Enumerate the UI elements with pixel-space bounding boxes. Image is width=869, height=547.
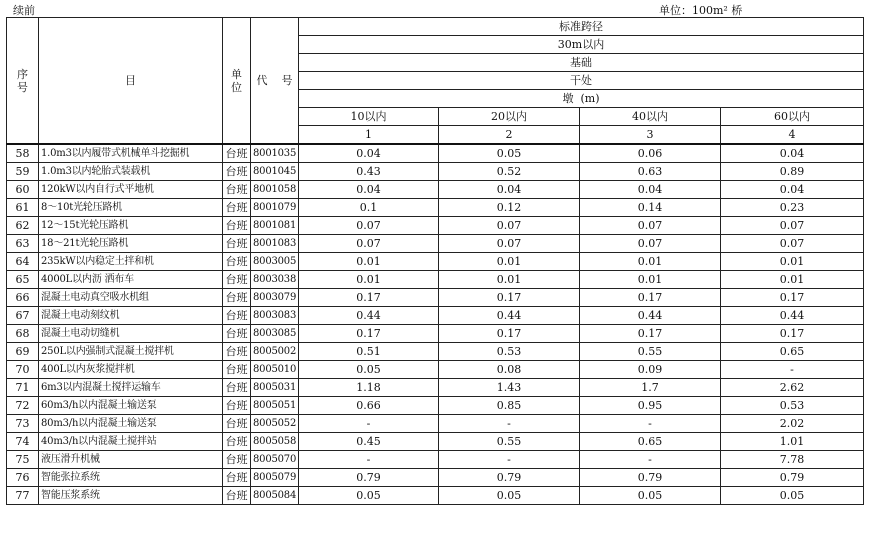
row-value-2: -	[439, 415, 580, 433]
row-value-3: 0.65	[580, 433, 721, 451]
row-name: 混凝土电动刻纹机	[39, 307, 223, 325]
row-unit: 台班	[223, 487, 251, 505]
row-value-4: 2.62	[721, 379, 864, 397]
row-value-3: 0.07	[580, 235, 721, 253]
row-value-1: -	[299, 451, 439, 469]
row-no: 70	[7, 361, 39, 379]
row-value-1: 0.04	[299, 144, 439, 163]
row-name: 235kW以内稳定土拌和机	[39, 253, 223, 271]
row-value-2: 0.08	[439, 361, 580, 379]
row-value-2: 0.44	[439, 307, 580, 325]
row-code: 8001081	[251, 217, 299, 235]
row-value-1: 0.17	[299, 289, 439, 307]
row-no: 60	[7, 181, 39, 199]
row-code: 8005079	[251, 469, 299, 487]
row-no: 73	[7, 415, 39, 433]
table-body	[7, 144, 864, 505]
row-name: 40m3/h以内混凝土搅拌站	[39, 433, 223, 451]
row-code: 8003083	[251, 307, 299, 325]
row-value-4: 0.79	[721, 469, 864, 487]
row-value-4: 0.01	[721, 253, 864, 271]
header-num-4: 4	[721, 126, 864, 145]
row-no: 65	[7, 271, 39, 289]
row-unit: 台班	[223, 325, 251, 343]
row-value-3: 0.07	[580, 217, 721, 235]
row-value-3: 0.17	[580, 325, 721, 343]
row-value-3: 0.55	[580, 343, 721, 361]
table-row	[7, 217, 864, 235]
row-code: 8005084	[251, 487, 299, 505]
row-value-3: 0.44	[580, 307, 721, 325]
row-value-1: 0.01	[299, 271, 439, 289]
header-num-2: 2	[439, 126, 580, 145]
row-unit: 台班	[223, 235, 251, 253]
row-code: 8003079	[251, 289, 299, 307]
row-unit: 台班	[223, 307, 251, 325]
row-value-1: 0.07	[299, 235, 439, 253]
row-value-2: 0.85	[439, 397, 580, 415]
row-value-4: 0.17	[721, 325, 864, 343]
row-no: 59	[7, 163, 39, 181]
row-name: 智能张拉系统	[39, 469, 223, 487]
row-name: 6m3以内混凝土搅拌运输车	[39, 379, 223, 397]
row-code: 8003038	[251, 271, 299, 289]
row-value-1: 0.1	[299, 199, 439, 217]
row-value-2: 0.17	[439, 325, 580, 343]
header-sub-2: 20以内	[439, 108, 580, 126]
row-unit: 台班	[223, 415, 251, 433]
row-name: 液压滑升机械	[39, 451, 223, 469]
header-seq: 序 号	[7, 18, 39, 145]
row-value-4: 7.78	[721, 451, 864, 469]
row-value-3: 0.09	[580, 361, 721, 379]
row-value-4: 0.05	[721, 487, 864, 505]
row-name: 1.0m3以内轮胎式装载机	[39, 163, 223, 181]
quota-table	[6, 17, 864, 505]
row-no: 68	[7, 325, 39, 343]
row-value-4: 0.65	[721, 343, 864, 361]
row-no: 77	[7, 487, 39, 505]
table-row	[7, 361, 864, 379]
row-code: 8001058	[251, 181, 299, 199]
unit-label: 单位：100m² 桥	[659, 4, 743, 17]
table-row	[7, 433, 864, 451]
header-span: 标准跨径	[299, 18, 864, 36]
row-value-4: 0.44	[721, 307, 864, 325]
row-unit: 台班	[223, 289, 251, 307]
row-unit: 台班	[223, 181, 251, 199]
header-num-3: 3	[580, 126, 721, 145]
row-unit: 台班	[223, 163, 251, 181]
row-unit: 台班	[223, 469, 251, 487]
row-unit: 台班	[223, 144, 251, 163]
row-value-1: 0.66	[299, 397, 439, 415]
row-code: 8005002	[251, 343, 299, 361]
row-value-4: 2.02	[721, 415, 864, 433]
table-row	[7, 199, 864, 217]
table-row	[7, 469, 864, 487]
row-value-2: 0.04	[439, 181, 580, 199]
row-value-4: 0.07	[721, 235, 864, 253]
row-no: 61	[7, 199, 39, 217]
row-value-2: 0.12	[439, 199, 580, 217]
row-value-2: 0.55	[439, 433, 580, 451]
row-unit: 台班	[223, 343, 251, 361]
row-value-4: 0.53	[721, 397, 864, 415]
row-value-2: 0.07	[439, 217, 580, 235]
row-value-1: 0.51	[299, 343, 439, 361]
row-unit: 台班	[223, 253, 251, 271]
row-unit: 台班	[223, 451, 251, 469]
row-value-1: 1.18	[299, 379, 439, 397]
row-value-3: 0.01	[580, 271, 721, 289]
row-value-3: -	[580, 451, 721, 469]
row-no: 58	[7, 144, 39, 163]
row-code: 8005070	[251, 451, 299, 469]
row-code: 8005058	[251, 433, 299, 451]
row-no: 75	[7, 451, 39, 469]
row-value-3: 0.14	[580, 199, 721, 217]
row-value-3: 0.01	[580, 253, 721, 271]
row-value-3: 0.04	[580, 181, 721, 199]
row-unit: 台班	[223, 217, 251, 235]
header-unit: 单 位	[223, 18, 251, 145]
row-name: 80m3/h以内混凝土输送泵	[39, 415, 223, 433]
row-value-1: 0.45	[299, 433, 439, 451]
row-no: 71	[7, 379, 39, 397]
table-row	[7, 144, 864, 163]
table-header	[7, 18, 864, 145]
row-code: 8005010	[251, 361, 299, 379]
row-name: 8～10t光轮压路机	[39, 199, 223, 217]
row-value-4: 1.01	[721, 433, 864, 451]
row-code: 8005052	[251, 415, 299, 433]
row-value-1: 0.44	[299, 307, 439, 325]
row-name: 1.0m3以内履带式机械单斗挖掘机	[39, 144, 223, 163]
table-row	[7, 379, 864, 397]
table-row	[7, 307, 864, 325]
table-row	[7, 181, 864, 199]
row-value-1: -	[299, 415, 439, 433]
table-row	[7, 253, 864, 271]
table-row	[7, 415, 864, 433]
table-row	[7, 487, 864, 505]
row-name: 400L以内灰浆搅拌机	[39, 361, 223, 379]
row-code: 8005051	[251, 397, 299, 415]
row-value-3: 0.06	[580, 144, 721, 163]
page-header	[0, 0, 869, 17]
header-sub-3: 40以内	[580, 108, 721, 126]
table-row	[7, 397, 864, 415]
row-no: 76	[7, 469, 39, 487]
row-value-2: 0.01	[439, 253, 580, 271]
row-code: 8001083	[251, 235, 299, 253]
table-row	[7, 271, 864, 289]
row-value-2: 0.53	[439, 343, 580, 361]
row-no: 69	[7, 343, 39, 361]
row-no: 63	[7, 235, 39, 253]
table-row	[7, 451, 864, 469]
row-unit: 台班	[223, 433, 251, 451]
row-code: 8003085	[251, 325, 299, 343]
row-value-3: 0.95	[580, 397, 721, 415]
row-value-1: 0.01	[299, 253, 439, 271]
row-no: 67	[7, 307, 39, 325]
row-name: 混凝土电动切缝机	[39, 325, 223, 343]
row-no: 66	[7, 289, 39, 307]
row-value-1: 0.07	[299, 217, 439, 235]
row-value-2: -	[439, 451, 580, 469]
row-value-2: 0.52	[439, 163, 580, 181]
row-name: 混凝土电动真空吸水机组	[39, 289, 223, 307]
header-sub-1: 10以内	[299, 108, 439, 126]
row-value-4: 0.23	[721, 199, 864, 217]
row-value-2: 0.05	[439, 487, 580, 505]
row-value-2: 0.79	[439, 469, 580, 487]
table-row	[7, 343, 864, 361]
row-value-1: 0.17	[299, 325, 439, 343]
row-value-4: 0.07	[721, 217, 864, 235]
row-value-2: 0.07	[439, 235, 580, 253]
row-value-4: 0.17	[721, 289, 864, 307]
row-code: 8003005	[251, 253, 299, 271]
header-foundation: 基础	[299, 54, 864, 72]
row-value-4: 0.89	[721, 163, 864, 181]
row-value-3: 0.17	[580, 289, 721, 307]
row-code: 8001079	[251, 199, 299, 217]
header-pier: 墩 (m)	[299, 90, 864, 108]
row-name: 智能压浆系统	[39, 487, 223, 505]
row-value-2: 0.05	[439, 144, 580, 163]
row-name: 4000L以内沥 洒布车	[39, 271, 223, 289]
row-value-1: 0.05	[299, 361, 439, 379]
table-row	[7, 289, 864, 307]
row-no: 64	[7, 253, 39, 271]
row-unit: 台班	[223, 271, 251, 289]
row-value-3: 0.05	[580, 487, 721, 505]
header-dry: 干处	[299, 72, 864, 90]
row-value-2: 0.01	[439, 271, 580, 289]
row-value-2: 1.43	[439, 379, 580, 397]
row-unit: 台班	[223, 199, 251, 217]
row-value-3: 0.63	[580, 163, 721, 181]
row-value-1: 0.79	[299, 469, 439, 487]
header-sub-4: 60以内	[721, 108, 864, 126]
row-value-1: 0.05	[299, 487, 439, 505]
row-name: 250L以内强制式混凝土搅拌机	[39, 343, 223, 361]
row-name: 60m3/h以内混凝土输送泵	[39, 397, 223, 415]
row-unit: 台班	[223, 379, 251, 397]
row-value-1: 0.04	[299, 181, 439, 199]
row-name: 18～21t光轮压路机	[39, 235, 223, 253]
row-name: 12～15t光轮压路机	[39, 217, 223, 235]
row-no: 74	[7, 433, 39, 451]
row-value-3: -	[580, 415, 721, 433]
row-no: 72	[7, 397, 39, 415]
row-unit: 台班	[223, 361, 251, 379]
row-no: 62	[7, 217, 39, 235]
row-value-4: 0.04	[721, 181, 864, 199]
row-name: 120kW以内自行式平地机	[39, 181, 223, 199]
row-code: 8005031	[251, 379, 299, 397]
table-row	[7, 325, 864, 343]
header-code: 代 号	[251, 18, 299, 145]
header-item: 目	[39, 18, 223, 145]
table-row	[7, 235, 864, 253]
row-value-4: 0.04	[721, 144, 864, 163]
row-value-2: 0.17	[439, 289, 580, 307]
row-unit: 台班	[223, 397, 251, 415]
continued-label: 续前	[13, 4, 35, 17]
row-value-4: -	[721, 361, 864, 379]
row-value-3: 1.7	[580, 379, 721, 397]
row-value-1: 0.43	[299, 163, 439, 181]
row-value-3: 0.79	[580, 469, 721, 487]
row-code: 8001045	[251, 163, 299, 181]
header-span-range: 30m以内	[299, 36, 864, 54]
row-code: 8001035	[251, 144, 299, 163]
table-row	[7, 163, 864, 181]
row-value-4: 0.01	[721, 271, 864, 289]
header-num-1: 1	[299, 126, 439, 145]
